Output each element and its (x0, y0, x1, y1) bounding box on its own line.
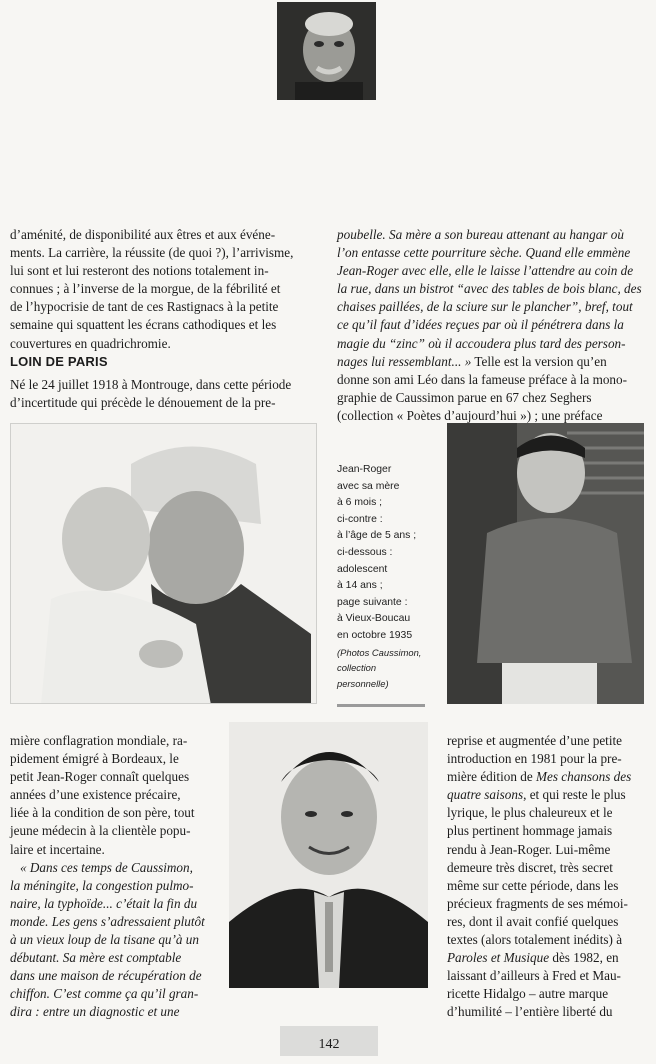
top-right-column: poubelle. Sa mère a son bureau attenant au hangar où l’on entasse cette pourriture sèche. Quand elle emmène Jean-Roger avec elle, elle le laisse l’attendre au coin de la rue, dans un bistrot “avec des tables de bois blanc, des chaises paillées, de la sciure sur le plancher”, bref, tout ce qu’il faut d’idées reçues par où il pénétrera dans la magie du “zinc” où il accoudera plus tard des person- nages lui ressemblant... » Telle est la version qu’en donne son ami Léo dans la fameuse préface à la mono- graphie de Caussimon parue en 67 chez Seghers (collection « Poètes d’aujourd’hui ») ; une préface (337, 227, 642, 423)
caption-rule (337, 704, 425, 707)
section-intro: Né le 24 juillet 1918 à Montrouge, dans cette période d’incertitude qui précède le dénouement de la pre- (10, 377, 292, 411)
child-age-five-photo (447, 423, 644, 704)
photo-credit: (Photos Caussimon, (337, 646, 422, 658)
photo-caption: Jean-Roger avec sa mère à 6 mois ; ci-contre : à l’âge de 5 ans ; ci-dessous : adolescent à 14 ans ; page suivante : à Vieux-Boucau en octobre 1935 (Photos Caussimon, collection personnelle) (337, 462, 433, 691)
author-portrait-photo (277, 2, 376, 100)
page-number: 142 (280, 1026, 378, 1056)
section-heading: LOIN DE PARIS (10, 354, 108, 369)
adolescent-photo (229, 722, 428, 988)
top-left-column: d’aménité, de disponibilité aux êtres et aux événe- ments. La carrière, la réussite (de quoi ?), l’arrivisme, lui sont et lui resteront des notions totalement in- connues ; à l’inverse de la morgue, de la fébrilité et de l’hypocrisie de tant de ces Rastignacs à la petite semaine qui squattent les écrans cathodiques et les couvertures en quadrichromie. (10, 227, 294, 351)
mother-and-baby-photo (10, 423, 317, 704)
bottom-right-column: reprise et augmentée d’une petite introduction en 1981 pour la pre- mière édition de Mes chansons des quatre saisons, et qui reste le plus lyrique, le plus chaleureux et le plus pertinent hommage jamais rendu à Jean-Roger. Lui-même demeure très discret, très secret même sur cette période, dans les précieux fragments de ses mémoi- res, dont il avait confié quelques textes (alors totalement inédits) à Paroles et Musique dès 1982, en laissant d’ailleurs à Fred et Mau- ricette Hidalgo – autre marque d’humilité – l’entière liberté du (447, 733, 632, 1020)
bottom-left-column: mière conflagration mondiale, ra- pidement émigré à Bordeaux, le petit Jean-Roger connaît quelques années d’une existence précaire, liée à la condition de son père, tout jeune médecin à la clientèle popu- laire et incertaine. « Dans ces temps de Caussimon, la méningite, la congestion pulmo- naire, la typhoïde... c’était la fin du monde. Les gens s’adressaient plutôt à un vieux loup de la tisane qu’à un débutant. Sa mère est comptable dans une maison de récupération de chiffon. C’est comme ça qu’il gran- dira : entre un diagnostic et une (10, 733, 205, 1020)
